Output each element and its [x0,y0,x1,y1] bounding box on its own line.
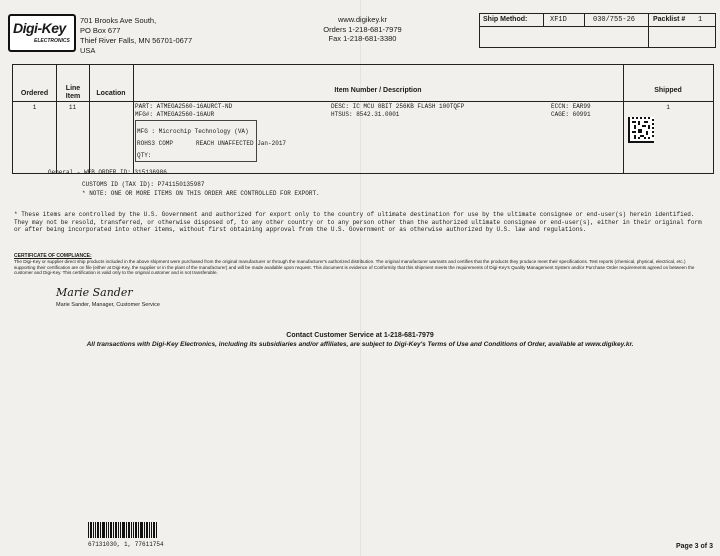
address-line: Thief River Falls, MN 56701-0677 [80,36,193,45]
digikey-logo: Digi-Key ELECTRONICS [8,14,76,52]
datamatrix-barcode [628,117,654,143]
page-number: Page 3 of 3 [676,543,713,550]
ship-method-label: Ship Method: [483,16,528,23]
reach-status: REACH UNAFFECTED Jan-2017 [196,140,287,147]
certificate-title: CERTIFICATE OF COMPLIANCE: [14,253,92,259]
cell-line-item: 11 [68,104,77,111]
orders-phone: Orders 1-218-681-7979 [323,24,402,34]
header-item-desc: Item Number / Description [334,87,422,94]
header-location: Location [96,90,126,97]
ship-code: 030/755-26 [593,16,636,24]
eccn-code: ECCN: EAR99 [551,103,591,110]
manufacturer: MFG : Microchip Technology (VA) [137,128,249,135]
contact-customer-service: Contact Customer Service at 1-218-681-7979 [286,332,434,339]
cell-shipped: 1 [666,104,670,111]
company-contact-header [300,15,425,44]
order-notes [48,168,320,198]
company-address [80,16,192,56]
mfg-number: MFG#: ATMEGA2560-16AUR [135,111,215,118]
packlist-label: Packlist # [653,16,686,23]
terms-statement: All transactions with Digi-Key Electronics, including its subsidiaries and/or affiliates, are subject to Digi-Key's Terms of Use and Conditions of Order, available at www.digikey.kr. [86,341,634,348]
header-shipped: Shipped [654,87,682,94]
web-order-id: General - WEB ORDER ID: 315136986 [48,169,167,176]
website: www.digikey.kr [337,15,388,24]
part-number: PART: ATMEGA2560-16AURCT-ND [135,103,233,110]
rohs-status: ROHS3 COMP [137,140,174,147]
signature: Marie Sander [56,286,133,299]
export-note: * NOTE: ONE OR MORE ITEMS ON THIS ORDER ARE CONTROLLED FOR EXPORT. [82,190,320,197]
export-warning: * These items are controlled by the U.S. Government and authorized for export only to the country of ultimate destination for use by the ultimate consignee or end-user(s) herein identified. They may not be resold, transferred, or otherwise disposed of, to any other country or to any person other than the authorized ultimate consignee or end-user(s), either in their original form or after being incorporated into other items, without first obtaining approval from the U.S. Government or as otherwise authorized by U.S. law and regulations. [14,211,702,233]
packlist-value: 1 [698,16,703,24]
ship-method-value: XF1D [550,16,567,24]
certificate-of-compliance [14,254,704,276]
barcode-number: 67131030, 1, 77611754 [88,541,164,548]
htsus-code: HTSUS: 8542.31.0001 [331,111,400,118]
address-line: USA [80,46,96,55]
ship-method-box [479,13,716,48]
shipment-barcode [88,522,158,538]
items-table [12,64,714,174]
signer-name: Marie Sander, Manager, Customer Service [56,302,160,308]
customs-id: CUSTOMS ID (TAX ID): P741150135987 [82,181,205,188]
fax-number: Fax 1-218-681-3380 [328,34,397,43]
header-line-item: Line Item [65,85,81,100]
item-description: DESC: IC MCU 8BIT 256KB FLASH 100TQFP [331,103,465,110]
cell-ordered: 1 [32,104,37,111]
header-ordered: Ordered [20,90,49,97]
address-line: 701 Brooks Ave South, [80,16,157,25]
qty-label: QTY: [137,152,152,159]
cage-code: CAGE: 60991 [551,111,591,118]
certificate-body: The Digi-Key or supplier direct ship products included in the above shipment were purchased from the original manufacturer or through the manufacturer's authorized distribution. The original manufacturer warrants and certifies that the products they produce meet their specifications. Test reports (chemical, physical, electrical, etc.) supporting their certification are on file (either at Digi-Key, the supplier or in the plant of the manufacturer) and will be made available upon request. This document is evidence of Conformity that this shipment meets the requirements of Digi-Key's Quality Management System and/or Purchase Order requirements agreed on between the customer and Digi-Key. This certification is valid only to the original customer and is not transferable. [14,259,695,276]
address-line: PO Box 677 [80,26,121,35]
